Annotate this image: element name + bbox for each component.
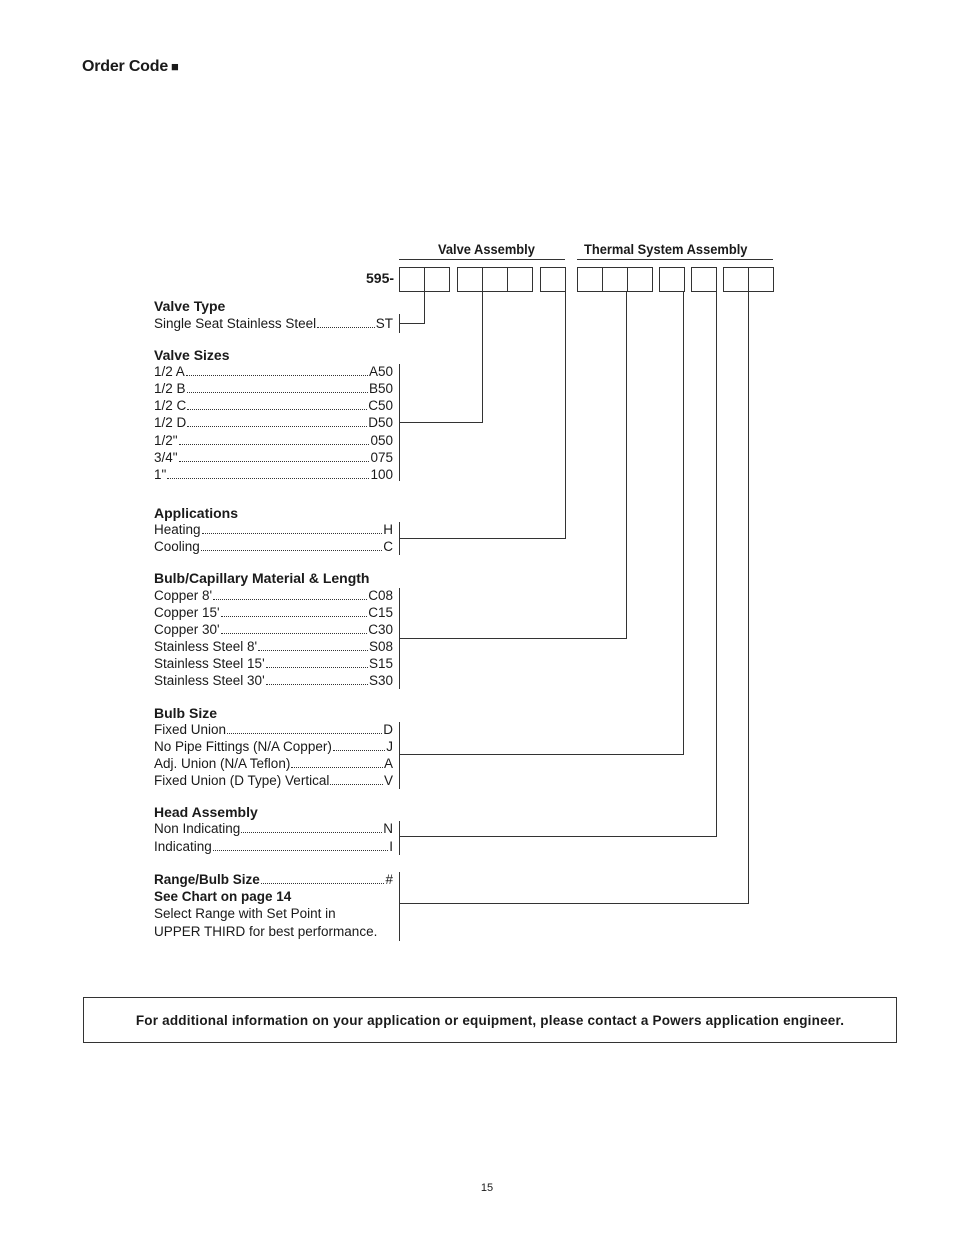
valve-assembly-header: Valve Assembly [438, 241, 535, 257]
list-item: 1/2 C C50 [154, 398, 393, 413]
bulb-size-code-box[interactable] [659, 267, 685, 292]
range-note-line-1: Select Range with Set Point in [154, 906, 336, 921]
list-item: Single Seat Stainless Steel ST [154, 316, 393, 331]
list-item: Copper 15' C15 [154, 605, 393, 620]
valve-size-code-box[interactable] [457, 267, 533, 292]
list-item: Copper 8' C08 [154, 588, 393, 603]
contact-note-text: For additional information on your application or equipment, please contact a Powers application engineer. [135, 1012, 845, 1028]
list-item: 1" 100 [154, 467, 393, 482]
list-item: 1/2 A A50 [154, 364, 393, 379]
range-note-line-2: UPPER THIRD for best performance. [154, 924, 378, 939]
list-item: 1/2" 050 [154, 433, 393, 448]
list-item: 3/4" 075 [154, 450, 393, 465]
list-item: Non Indicating N [154, 821, 393, 836]
list-item: Stainless Steel 30' S30 [154, 673, 393, 688]
list-item: 1/2 B B50 [154, 381, 393, 396]
list-item: Fixed Union (D Type) Vertical V [154, 773, 393, 788]
range-bulb-size-row: Range/Bulb Size # [154, 872, 393, 887]
valve-assembly-rule [399, 259, 565, 260]
thermal-system-assembly-header: Thermal System Assembly [584, 241, 748, 257]
contact-note-box [83, 997, 897, 1043]
bulb-capillary-code-box[interactable] [577, 267, 653, 292]
valve-type-title: Valve Type [154, 298, 226, 314]
list-item: Fixed Union D [154, 722, 393, 737]
valve-sizes-title: Valve Sizes [154, 347, 230, 363]
list-item: Copper 30' C30 [154, 622, 393, 637]
applications-title: Applications [154, 505, 239, 521]
list-item: Indicating I [154, 839, 393, 854]
code-prefix: 595- [366, 270, 395, 286]
head-assembly-code-box[interactable] [691, 267, 717, 292]
list-item: No Pipe Fittings (N/A Copper) J [154, 739, 393, 754]
range-bulb-code-box[interactable] [723, 267, 774, 292]
head-assembly-title: Head Assembly [154, 804, 258, 820]
title-square-marker: ■ [171, 59, 179, 74]
list-item: Heating H [154, 522, 393, 537]
application-code-box[interactable] [540, 267, 566, 292]
bulb-capillary-title: Bulb/Capillary Material & Length [154, 570, 370, 586]
list-item: Stainless Steel 15' S15 [154, 656, 393, 671]
list-item: Adj. Union (N/A Teflon) A [154, 756, 393, 771]
list-item: 1/2 D D50 [154, 415, 393, 430]
list-item: Stainless Steel 8' S08 [154, 639, 393, 654]
see-chart-note: See Chart on page 14 [154, 889, 292, 904]
range-bulb-size-title: Range/Bulb Size [154, 872, 260, 887]
list-item: Cooling C [154, 539, 393, 554]
page-title: Order Code ■ [82, 58, 179, 75]
thermal-assembly-rule [577, 259, 773, 260]
page-number: 15 [480, 1182, 494, 1194]
valve-type-code-box[interactable] [399, 267, 450, 292]
bulb-size-title: Bulb Size [154, 705, 218, 721]
